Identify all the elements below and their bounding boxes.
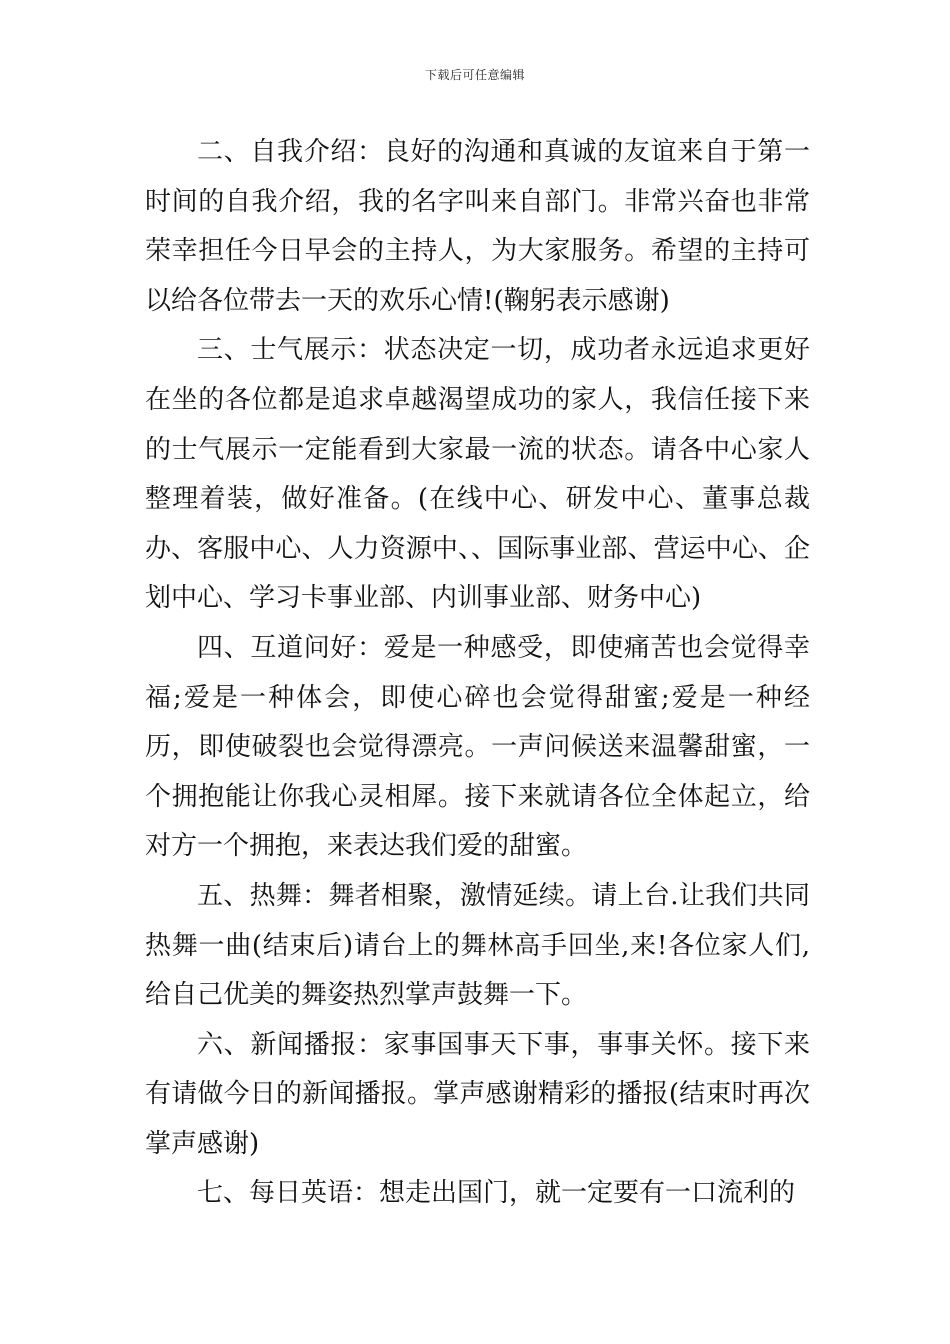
paragraph-news-broadcast: 六、新闻播报：家事国事天下事，事事关怀。接下来有请做今日的新闻播报。掌声感谢精彩的播报(结束时再次掌声感谢) xyxy=(145,1029,810,1159)
paragraph-self-introduction: 二、自我介绍：良好的沟通和真诚的友谊来自于第一时间的自我介绍，我的名字叫来自部门。非常兴奋也非常荣幸担任今日早会的主持人，为大家服务。希望的主持可以给各位带去一天的欢乐心情!(鞠躬表示感谢) xyxy=(145,137,810,316)
paragraph-daily-english: 七、每日英语：想走出国门，就一定要有一口流利的 xyxy=(197,1178,796,1209)
paragraph-dance: 五、热舞：舞者相聚，激情延续。请上台.让我们共同热舞一曲(结束后)请台上的舞林高手回坐,来!各位家人们,给自己优美的舞姿热烈掌声鼓舞一下。 xyxy=(145,880,810,1011)
paragraph-morale-display: 三、士气展示：状态决定一切，成功者永远追求更好在坐的各位都是追求卓越渴望成功的家人，我信任接下来的士气展示一定能看到大家最一流的状态。请各中心家人整理着装，做好准备。(在线中心、研发中心、董事总裁办、客服中心、人力资源中、、国际事业部、营运中心、企划中心、学习卡事业部、内训事业部、财务中心) xyxy=(145,335,810,614)
paragraph-greetings: 四、互道问好：爱是一种感受，即使痛苦也会觉得幸福;爱是一种体会，即使心碎也会觉得甜蜜;爱是一种经历，即使破裂也会觉得漂亮。一声问候送来温馨甜蜜，一个拥抱能让你我心灵相犀。接下来就请各位全体起立，给对方一个拥抱，来表达我们爱的甜蜜。 xyxy=(145,632,810,862)
page-header: 下载后可任意编辑 xyxy=(424,68,525,82)
document-body xyxy=(145,128,810,1219)
